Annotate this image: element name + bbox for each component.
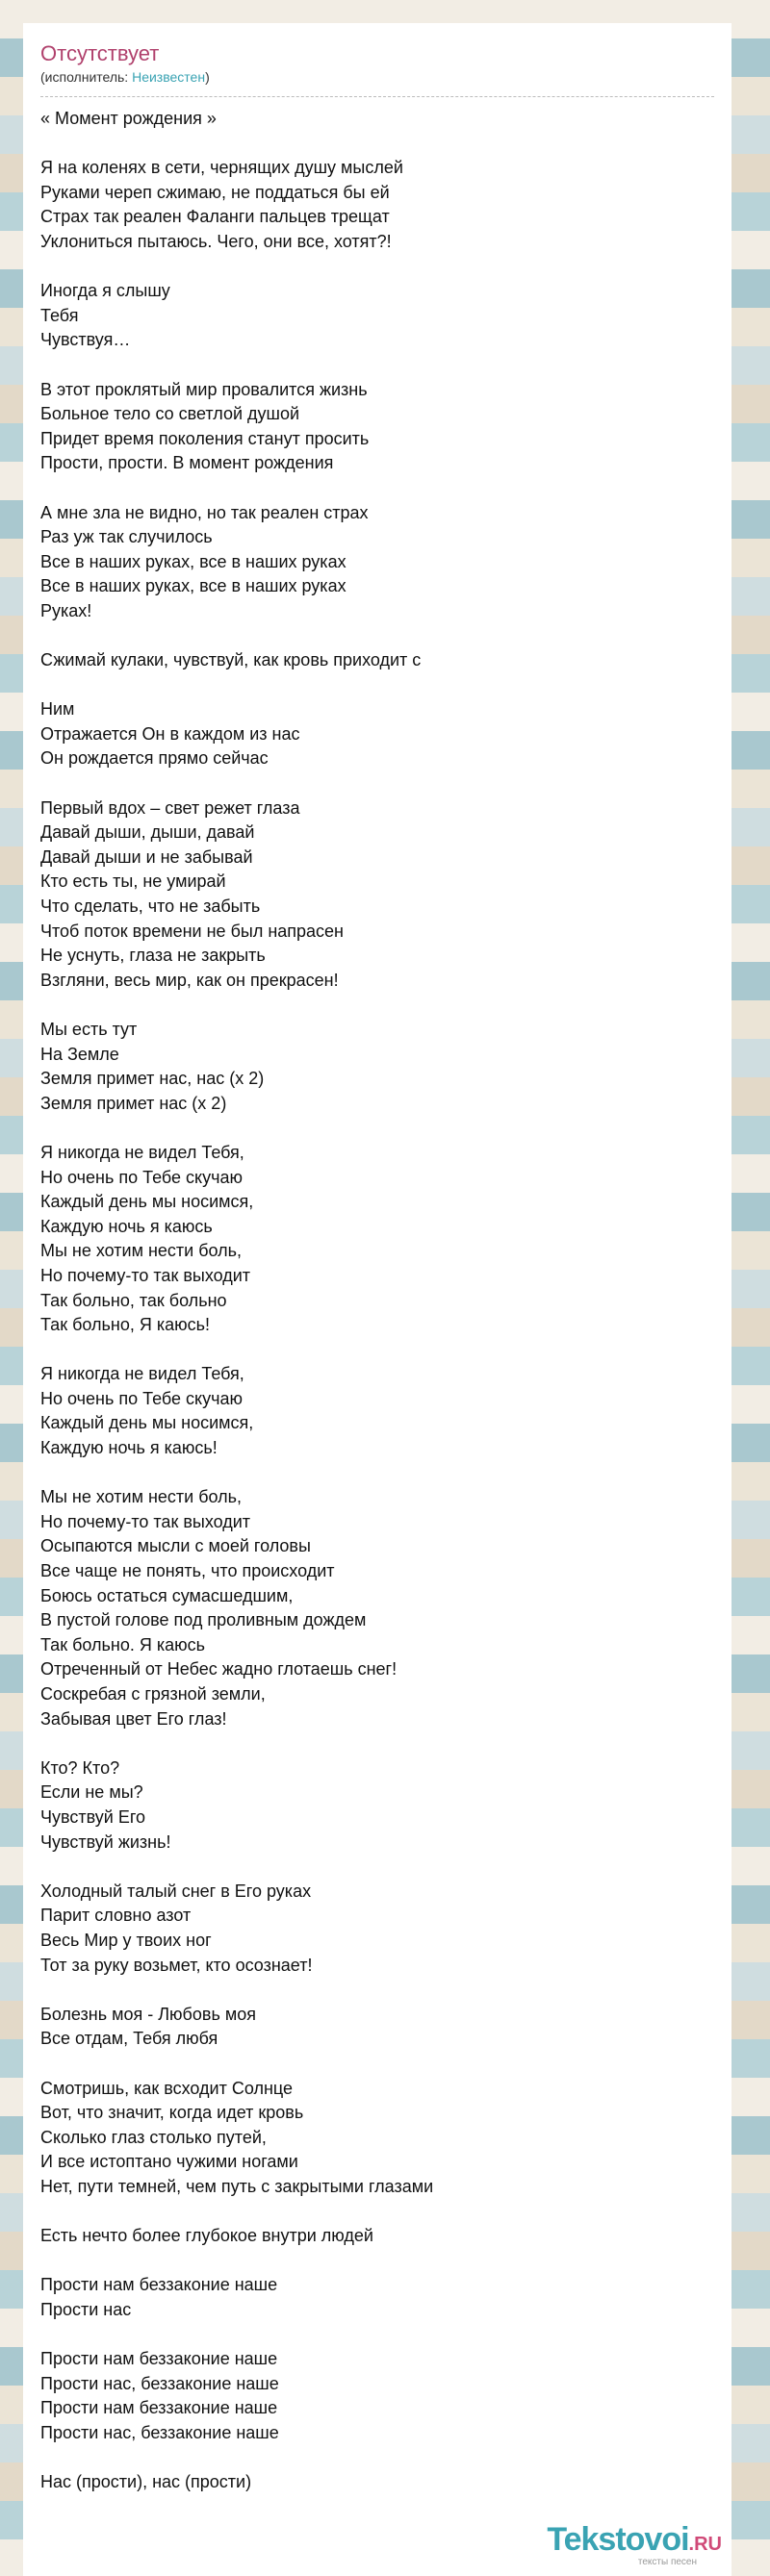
lyrics-stanza <box>40 1018 714 1116</box>
lyrics-line: В пустой голове под проливным дождем <box>40 1610 367 1630</box>
lyrics-line: Тебя <box>40 305 79 325</box>
lyrics-line: Прости нас <box>40 2299 132 2319</box>
lyrics-stanza <box>40 156 714 254</box>
site-logo[interactable] <box>547 2522 722 2568</box>
artist-line <box>40 67 714 87</box>
lyrics-line: Каждую ночь я каюсь <box>40 1216 213 1236</box>
lyrics-line: Земля примет нас, нас (x 2) <box>40 1069 265 1089</box>
lyrics-stanza <box>40 796 714 994</box>
artist-prefix: (исполнитель: <box>40 69 133 85</box>
lyrics-line: Прости нам беззаконие наше <box>40 2275 278 2295</box>
lyrics-stanza <box>40 2077 714 2200</box>
lyrics-line: Он рождается прямо сейчас <box>40 748 269 769</box>
lyrics-line: Давай дыши, дыши, давай <box>40 822 255 843</box>
lyrics-line: Каждый день мы носимся, <box>40 1413 254 1433</box>
lyrics-line: Мы не хотим нести боль, <box>40 1487 243 1507</box>
lyrics-line: Сжимай кулаки, чувствуй, как кровь приходит с <box>40 650 422 670</box>
lyrics-card <box>23 23 732 2576</box>
lyrics-line: Есть нечто более глубокое внутри людей <box>40 2226 373 2246</box>
lyrics-line: Что сделать, что не забыть <box>40 897 261 916</box>
lyrics-line: Все отдам, Тебя любя <box>40 2029 218 2049</box>
lyrics-line: Руками череп сжимаю, не поддаться бы ей <box>40 182 390 202</box>
lyrics-line: Отреченный от Небес жадно глотаешь снег! <box>40 1659 398 1679</box>
lyrics-line: В этот проклятый мир провалится жизнь <box>40 379 368 399</box>
lyrics-line: Прости нас, беззаконие наше <box>40 2422 279 2442</box>
lyrics-line: Соскребая с грязной земли, <box>40 1684 266 1704</box>
lyrics-line: А мне зла не видно, но так реален страх <box>40 502 369 522</box>
lyrics-line: Отражается Он в каждом из нас <box>40 723 300 744</box>
lyrics-line: Страх так реален Фаланги пальцев трещат <box>40 207 390 227</box>
lyrics-line: Чувствуй Его <box>40 1806 146 1827</box>
lyrics-stanza <box>40 2224 714 2249</box>
lyrics-line: Так больно, так больно <box>40 1290 227 1310</box>
lyrics-line: Так больно. Я каюсь <box>40 1634 205 1654</box>
lyrics-stanza <box>40 1485 714 1731</box>
logo-tagline: тексты песен <box>637 2557 697 2567</box>
lyrics-line: « Момент рождения » <box>40 109 217 128</box>
lyrics-stanza <box>40 648 714 673</box>
lyrics-stanza <box>40 2273 714 2322</box>
lyrics-line: Больное тело со светлой душой <box>40 404 300 424</box>
lyrics-line: Но очень по Тебе скучаю <box>40 1388 243 1408</box>
lyrics-line: Так больно, Я каюсь! <box>40 1315 210 1335</box>
lyrics-stanza <box>40 279 714 353</box>
lyrics-line: Чувствуя… <box>40 330 131 350</box>
lyrics-line: Болезнь моя - Любовь моя <box>40 2004 256 2024</box>
lyrics-line: Если не мы? <box>40 1782 143 1803</box>
lyrics-line: Вот, что значит, когда идет кровь <box>40 2103 304 2123</box>
lyrics-line: Прости нам беззаконие наше <box>40 2398 278 2418</box>
lyrics-line: Но почему-то так выходит <box>40 1265 251 1285</box>
lyrics-line: Придет время поколения станут просить <box>40 428 370 448</box>
lyrics-line: Прости, прости. В момент рождения <box>40 453 334 473</box>
lyrics-stanza <box>40 107 714 132</box>
lyrics-stanza <box>40 1362 714 1460</box>
lyrics-stanza <box>40 697 714 771</box>
lyrics-line: Земля примет нас (x 2) <box>40 1093 227 1113</box>
lyrics-line: И все истоптано чужими ногами <box>40 2152 298 2172</box>
lyrics-line: На Земле <box>40 1044 119 1064</box>
lyrics-line: Взгляни, весь мир, как он прекрасен! <box>40 970 339 990</box>
lyrics-stanza <box>40 378 714 476</box>
lyrics-body <box>23 97 732 2495</box>
lyrics-line: Раз уж так случилось <box>40 527 213 547</box>
song-title: Отсутствует <box>40 41 160 65</box>
lyrics-line: Все чаще не понять, что происходит <box>40 1561 335 1581</box>
lyrics-stanza <box>40 2347 714 2445</box>
lyrics-line: Мы не хотим нести боль, <box>40 1241 243 1261</box>
lyrics-line: Осыпаются мысли с моей головы <box>40 1536 311 1556</box>
lyrics-line: Чувствуй жизнь! <box>40 1831 171 1852</box>
lyrics-line: Давай дыши и не забывай <box>40 846 253 867</box>
lyrics-line: Первый вдох – свет режет глаза <box>40 797 300 818</box>
lyrics-stanza <box>40 501 714 624</box>
lyrics-line: Кто? Кто? <box>40 1757 120 1778</box>
lyrics-line: Нас (прости), нас (прости) <box>40 2472 252 2491</box>
lyrics-stanza <box>40 1880 714 1978</box>
lyrics-line: Забывая цвет Его глаз! <box>40 1708 227 1729</box>
lyrics-line: Руках! <box>40 600 92 620</box>
lyrics-line: Я на коленях в сети, чернящих душу мыслей <box>40 158 403 178</box>
lyrics-line: Иногда я слышу <box>40 281 170 301</box>
lyrics-line: Чтоб поток времени не был напрасен <box>40 921 344 941</box>
lyrics-line: Кто есть ты, не умирай <box>40 871 226 892</box>
lyrics-line: Но очень по Тебе скучаю <box>40 1167 243 1187</box>
lyrics-line: Холодный талый снег в Его руках <box>40 1881 312 1901</box>
lyrics-line: Не уснуть, глаза не закрыть <box>40 946 266 966</box>
song-header <box>23 23 732 87</box>
lyrics-line: Тот за руку возьмет, кто осознает! <box>40 1955 313 1975</box>
lyrics-stanza <box>40 2003 714 2052</box>
logo-tld: .RU <box>688 2534 722 2555</box>
lyrics-line: Прости нас, беззаконие наше <box>40 2373 279 2393</box>
lyrics-line: Но почему-то так выходит <box>40 1511 251 1531</box>
lyrics-line: Прости нам беззаконие наше <box>40 2349 278 2369</box>
lyrics-line: Все в наших руках, все в наших руках <box>40 551 346 571</box>
lyrics-line: Парит словно азот <box>40 1906 192 1926</box>
lyrics-line: Я никогда не видел Тебя, <box>40 1364 244 1384</box>
lyrics-line: Каждый день мы носимся, <box>40 1192 254 1212</box>
lyrics-line: Весь Мир у твоих ног <box>40 1930 212 1950</box>
lyrics-line: Ним <box>40 699 75 720</box>
lyrics-stanza <box>40 1756 714 1855</box>
logo-name: Tekstovoi <box>547 2521 689 2558</box>
lyrics-line: Мы есть тут <box>40 1019 138 1039</box>
artist-link[interactable]: Неизвестен <box>132 69 206 85</box>
artist-suffix: ) <box>205 69 210 85</box>
lyrics-stanza <box>40 2470 714 2495</box>
lyrics-line: Я никогда не видел Тебя, <box>40 1142 244 1162</box>
lyrics-line: Сколько глаз столько путей, <box>40 2127 267 2147</box>
lyrics-line: Каждую ночь я каюсь! <box>40 1438 218 1458</box>
lyrics-stanza <box>40 1141 714 1338</box>
lyrics-line: Все в наших руках, все в наших руках <box>40 576 346 596</box>
lyrics-line: Уклониться пытаюсь. Чего, они все, хотят?! <box>40 231 392 251</box>
lyrics-line: Смотришь, как всходит Солнце <box>40 2078 294 2098</box>
lyrics-line: Боюсь остаться сумасшедшим, <box>40 1585 294 1605</box>
lyrics-line: Нет, пути темней, чем путь с закрытыми глазами <box>40 2176 434 2196</box>
